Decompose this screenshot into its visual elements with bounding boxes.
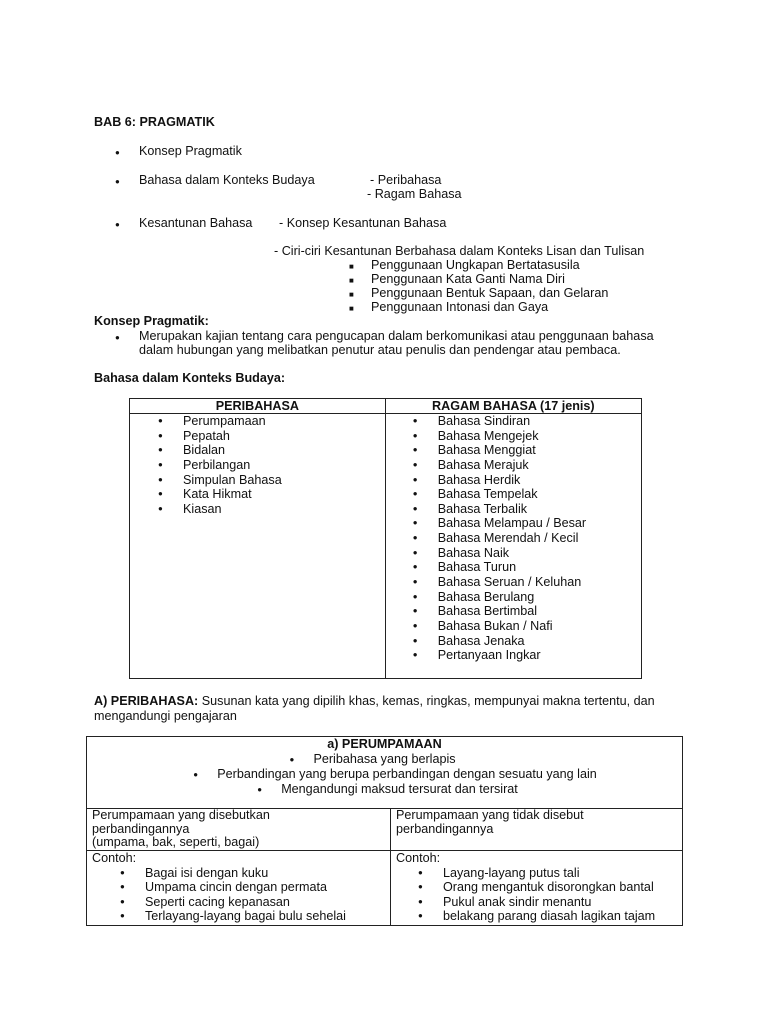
budaya-table [129, 398, 642, 679]
list-item: ● Pertanyaan Ingkar [438, 648, 641, 663]
peribahasa-cell [130, 414, 386, 679]
list-item: ● Bahasa Berulang [438, 590, 641, 605]
konsep-text-1: ● Merupakan kajian tentang cara pengucapan dalam berkomunikasi atau penggunaan bahasa [139, 329, 654, 344]
outline-sub-ragam: - Ragam Bahasa [367, 187, 462, 201]
col-header-peribahasa: PERIBAHASA [130, 399, 386, 414]
list-item: ● Simpulan Bahasa [183, 473, 385, 488]
list-item: ● Bahasa Menggiat [438, 443, 641, 458]
konsep-text-2: dalam hubungan yang melibatkan penutur atau penulis dan pendengar atau pembaca. [139, 343, 621, 357]
list-item: ● Kiasan [183, 502, 385, 517]
outline-bahasa-konteks: ● Bahasa dalam Konteks Budaya [139, 173, 315, 188]
perumpamaan-point-text: Perbandingan yang berupa perbandingan dengan sesuatu yang lain [217, 767, 597, 781]
left-head-cell [87, 809, 391, 851]
perumpamaan-header-cell [87, 737, 683, 809]
right-examples-list [443, 866, 682, 924]
peribahasa-definition [94, 694, 655, 709]
ragam-cell [385, 414, 641, 679]
left-head-2: perbandingannya [92, 821, 190, 836]
ciri-item: ■ Penggunaan Bentuk Sapaan, dan Gelaran [371, 286, 608, 301]
peribahasa-label: A) PERIBAHASA: [94, 694, 199, 708]
list-item: ● Pepatah [183, 429, 385, 444]
list-item: ● belakang parang diasah lagikan tajam [443, 909, 682, 924]
list-item: ● Terlayang-layang bagai bulu sehelai [145, 909, 390, 924]
ragam-list [438, 414, 641, 663]
perumpamaan-point: ● Mengandungi maksud tersurat dan tersirat [257, 782, 518, 796]
list-item: ● Bahasa Turun [438, 560, 641, 575]
list-item: ● Bahasa Tempelak [438, 487, 641, 502]
outline-sub-ciri: - Ciri-ciri Kesantunan Berbahasa dalam Konteks Lisan dan Tulisan [274, 244, 645, 258]
outline-sub-peribahasa: - Peribahasa [370, 173, 442, 187]
list-item: ● Perumpamaan [183, 414, 385, 429]
list-item: ● Bahasa Seruan / Keluhan [438, 575, 641, 590]
right-examples-cell [391, 851, 683, 926]
list-item: ● Bahasa Mengejek [438, 429, 641, 444]
list-item: ● Perbilangan [183, 458, 385, 473]
contoh-label: Contoh: [92, 851, 137, 865]
perumpamaan-point-text: Peribahasa yang berlapis [313, 752, 456, 766]
peribahasa-desc-2: mengandungi pengajaran [94, 709, 237, 723]
outline-konsep: ● Konsep Pragmatik [139, 144, 242, 159]
list-item: ● Layang-layang putus tali [443, 866, 682, 881]
list-item: ● Bahasa Bertimbal [438, 604, 641, 619]
perumpamaan-point: ● Perbandingan yang berupa perbandingan dengan sesuatu yang lain [193, 767, 597, 781]
list-item: ● Bahasa Melampau / Besar [438, 516, 641, 531]
outline-sub-konsep-kesantunan: - Konsep Kesantunan Bahasa [279, 216, 447, 230]
ciri-item: ■ Penggunaan Intonasi dan Gaya [371, 300, 548, 315]
list-item: ● Bagai isi dengan kuku [145, 866, 390, 881]
list-item: ● Bahasa Herdik [438, 473, 641, 488]
list-item: ● Bahasa Merajuk [438, 458, 641, 473]
right-head-cell [391, 809, 683, 851]
left-examples-list [145, 866, 390, 924]
left-head-3: (umpama, bak, seperti, bagai) [92, 835, 260, 849]
list-item: ● Bahasa Merendah / Kecil [438, 531, 641, 546]
perumpamaan-point: ● Peribahasa yang berlapis [289, 752, 456, 766]
ciri-item: ■ Penggunaan Kata Ganti Nama Diri [371, 272, 565, 287]
peribahasa-list [183, 414, 385, 516]
perumpamaan-title: a) PERUMPAMAAN [327, 737, 442, 751]
page-title: BAB 6: PRAGMATIK [94, 115, 215, 129]
right-head-2: perbandingannya [396, 821, 494, 836]
peribahasa-desc-1: Susunan kata yang dipilih khas, kemas, ringkas, mempunyai makna tertentu, dan [198, 694, 655, 708]
list-item: ● Seperti cacing kepanasan [145, 895, 390, 910]
konsep-title: Konsep Pragmatik: [94, 314, 209, 328]
list-item: ● Bahasa Sindiran [438, 414, 641, 429]
list-item: ● Bahasa Bukan / Nafi [438, 619, 641, 634]
list-item: ● Orang mengantuk disorongkan bantal [443, 880, 682, 895]
list-item: ● Kata Hikmat [183, 487, 385, 502]
budaya-title: Bahasa dalam Konteks Budaya: [94, 371, 286, 385]
left-examples-cell [87, 851, 391, 926]
list-item: ● Bahasa Terbalik [438, 502, 641, 517]
list-item: ● Umpama cincin dengan permata [145, 880, 390, 895]
right-head-1: Perumpamaan yang tidak disebut [396, 808, 584, 822]
list-item: ● Bahasa Jenaka [438, 634, 641, 649]
left-head-1: Perumpamaan yang disebutkan [92, 808, 270, 822]
col-header-ragam: RAGAM BAHASA (17 jenis) [385, 399, 641, 414]
perumpamaan-point-text: Mengandungi maksud tersurat dan tersirat [281, 782, 518, 796]
outline-kesantunan: ● Kesantunan Bahasa [139, 216, 252, 231]
contoh-label: Contoh: [396, 851, 441, 865]
list-item: ● Bidalan [183, 443, 385, 458]
list-item: ● Pukul anak sindir menantu [443, 895, 682, 910]
list-item: ● Bahasa Naik [438, 546, 641, 561]
ciri-item: ■ Penggunaan Ungkapan Bertatasusila [371, 258, 580, 273]
perumpamaan-table [86, 736, 683, 926]
